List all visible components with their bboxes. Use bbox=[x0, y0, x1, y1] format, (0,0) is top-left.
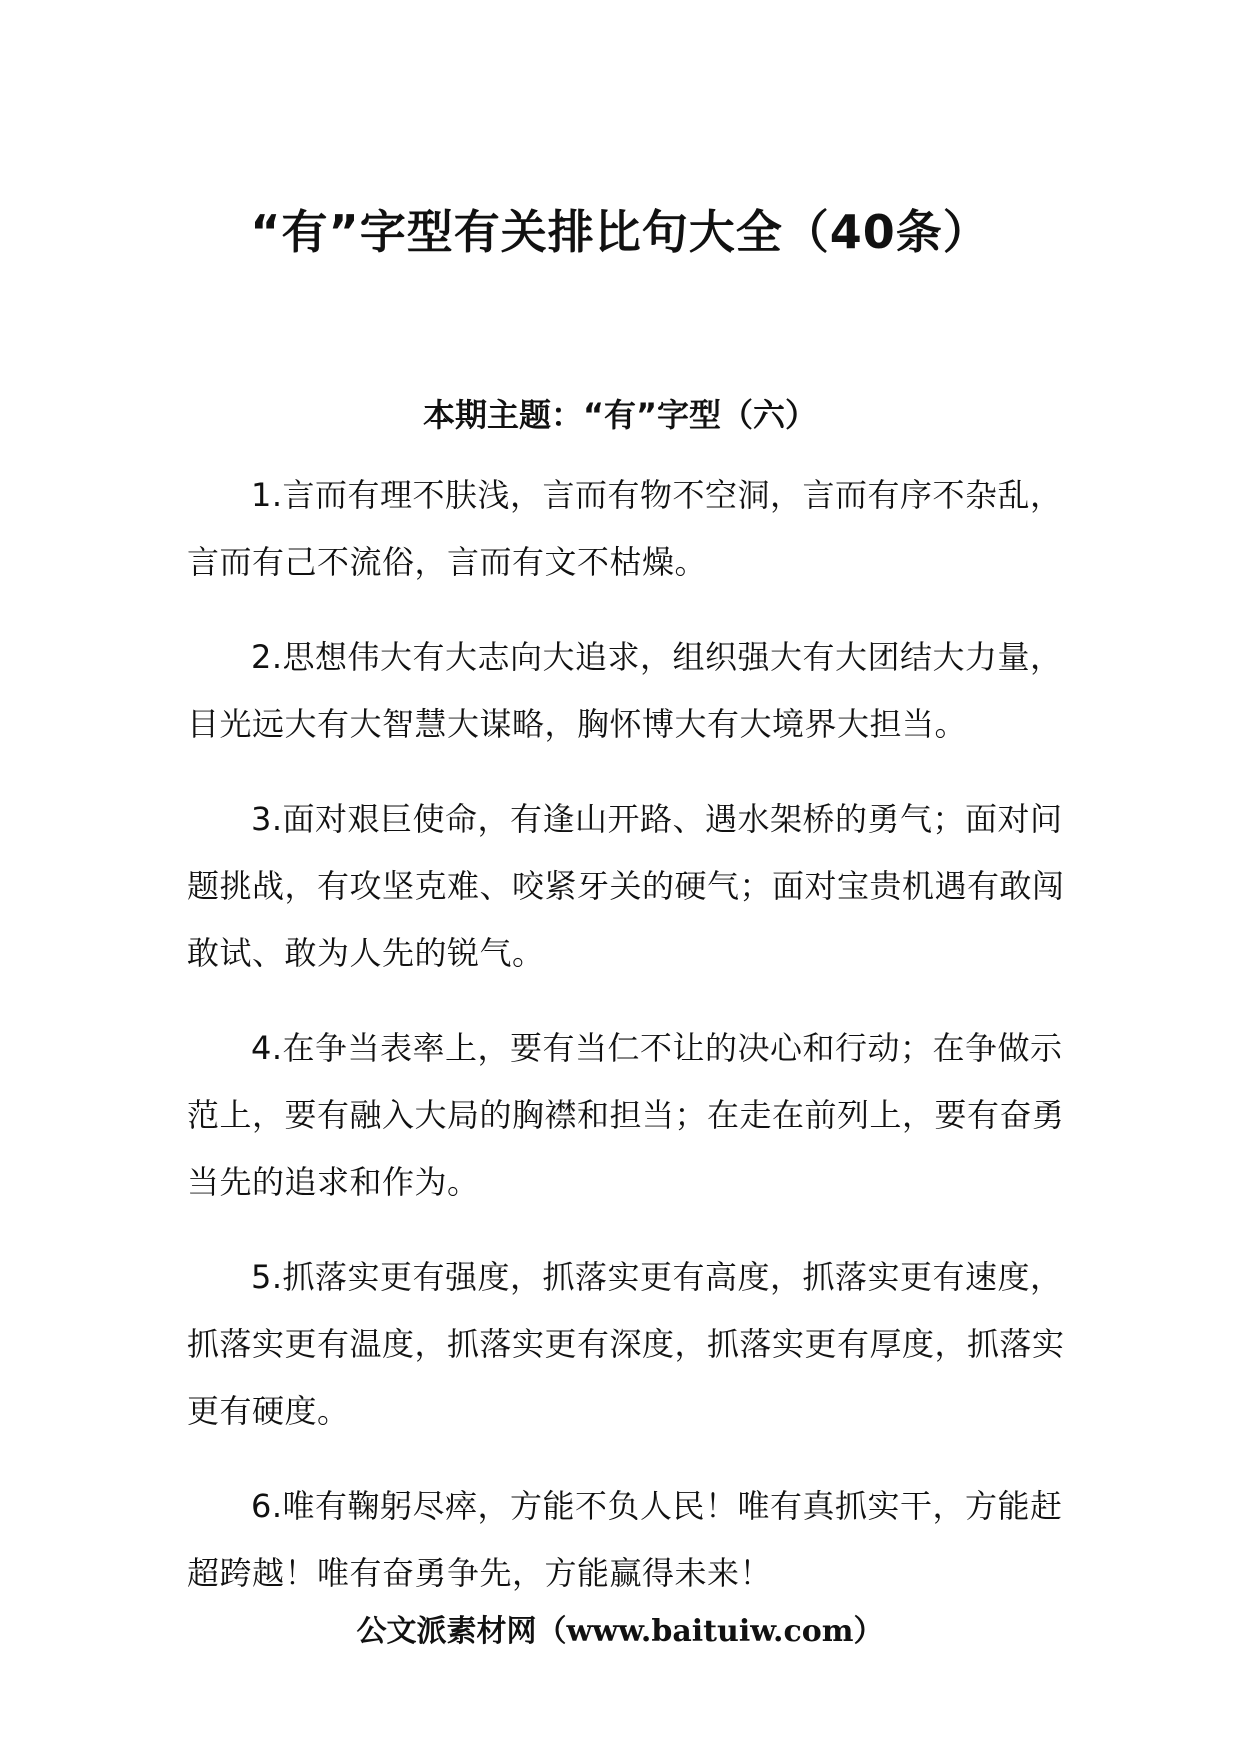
list-item: 4.在争当表率上，要有当仁不让的决心和行动；在争做示范上，要有融入大局的胸襟和担当；在走在前列上，要有奋勇当先的追求和作为。 bbox=[187, 1029, 1065, 1201]
sentence-list bbox=[187, 462, 1087, 1635]
issue-subtitle: 本期主题：“有”字型（六） bbox=[422, 396, 818, 434]
list-item: 5.抓落实更有强度，抓落实更有高度，抓落实更有速度，抓落实更有温度，抓落实更有深度，抓落实更有厚度，抓落实更有硬度。 bbox=[187, 1258, 1065, 1430]
list-item: 6.唯有鞠躬尽瘁，方能不负人民！唯有真抓实干，方能赶超跨越！唯有奋勇争先，方能赢得未来！ bbox=[187, 1487, 1063, 1592]
list-item: 1.言而有理不肤浅，言而有物不空洞，言而有序不杂乱，言而有己不流俗，言而有文不枯燥。 bbox=[187, 476, 1063, 581]
list-item: 3.面对艰巨使命，有逢山开路、遇水架桥的勇气；面对问题挑战，有攻坚克难、咬紧牙关的硬气；面对宝贵机遇有敢闯敢试、敢为人先的锐气。 bbox=[187, 800, 1065, 972]
list-item: 2.思想伟大有大志向大追求，组织强大有大团结大力量，目光远大有大智慧大谋略，胸怀博大有大境界大担当。 bbox=[187, 638, 1063, 743]
page-title: “有”字型有关排比句大全（40条） bbox=[250, 205, 990, 259]
source-footer: 公文派素材网（www.baituiw.com） bbox=[356, 1614, 884, 1649]
